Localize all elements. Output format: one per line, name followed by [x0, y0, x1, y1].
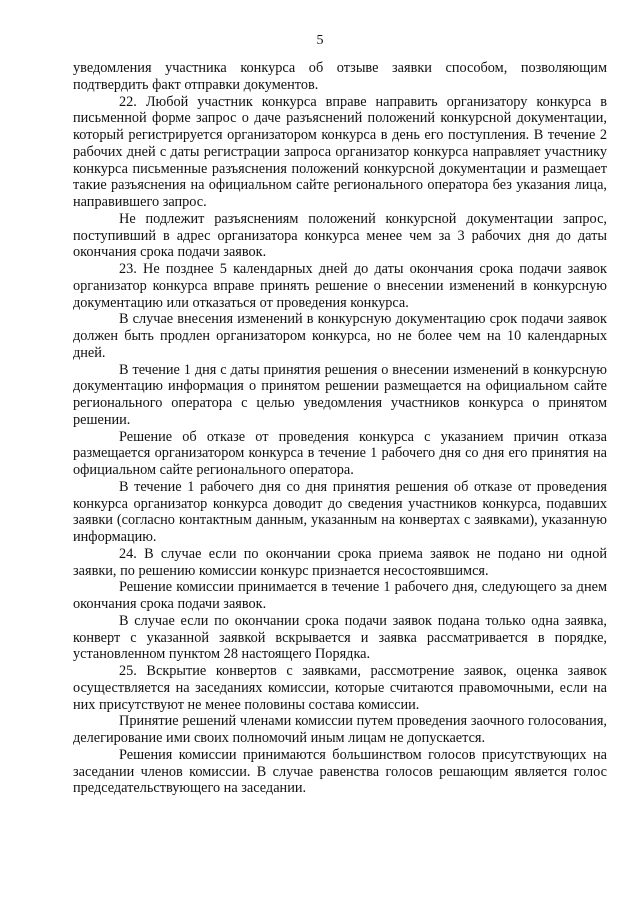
page-number: 5: [316, 33, 324, 48]
paragraph: 22. Любой участник конкурса вправе направить организатору конкурса в письменной форме запрос о даче разъяснений положений конкурсной документации, который регистрируется организатором конкурса в день его поступления. В течение 2 рабочих дней с даты регистрации запроса организатор конкурса направляет участнику конкурса письменные разъяснения положений конкурсной документации и размещает такие разъяснения на официальном сайте регионального оператора без указания лица, направившего запрос.: [73, 93, 607, 210]
paragraph: Решение комиссии принимается в течение 1 рабочего дня, следующего за днем окончания срока подачи заявок.: [73, 579, 607, 612]
document-body: [73, 60, 607, 797]
paragraph: 23. Не позднее 5 календарных дней до даты окончания срока подачи заявок организатор конкурса вправе принять решение о внесении изменений в конкурсную документацию или отказаться от проведения конкурса.: [73, 261, 607, 311]
paragraph: В течение 1 дня с даты принятия решения о внесении изменений в конкурсную документацию информация о принятом решении размещается на официальном сайте регионального оператора с целью уведомления участников конкурса о принятом решении.: [73, 361, 607, 428]
paragraph: Решение об отказе от проведения конкурса с указанием причин отказа размещается организатором конкурса в течение 1 рабочего дня со дня его принятия на официальном сайте регионального оператора.: [73, 428, 607, 478]
paragraph: Принятие решений членами комиссии путем проведения заочного голосования, делегирование ими своих полномочий иным лицам не допускается.: [73, 713, 607, 746]
paragraph: В течение 1 рабочего дня со дня принятия решения об отказе от проведения конкурса организатор конкурса доводит до сведения участников конкурса, подавших заявки (согласно контактным данным, указанным на конвертах с заявками), указанную информацию.: [73, 478, 607, 545]
paragraph: Решения комиссии принимаются большинством голосов присутствующих на заседании членов комиссии. В случае равенства голосов решающим является голос председательствующего на заседании.: [73, 746, 607, 797]
paragraph: В случае внесения изменений в конкурсную документацию срок подачи заявок должен быть продлен организатором конкурса, но не более чем на 10 календарных дней.: [73, 311, 607, 361]
paragraph: Не подлежит разъяснениям положений конкурсной документации запрос, поступивший в адрес организатора конкурса менее чем за 3 рабочих дня до даты окончания срока подачи заявок.: [73, 210, 607, 261]
paragraph: 25. Вскрытие конвертов с заявками, рассмотрение заявок, оценка заявок осуществляется на заседаниях комиссии, которые считаются правомочными, если на них присутствуют не менее половины состава комиссии.: [73, 663, 607, 713]
paragraph: 24. В случае если по окончании срока приема заявок не подано ни одной заявки, по решению комиссии конкурс признается несостоявшимся.: [73, 545, 607, 579]
paragraph: уведомления участника конкурса об отзыве заявки способом, позволяющим подтвердить факт отправки документов.: [73, 60, 607, 93]
paragraph: В случае если по окончании срока подачи заявок подана только одна заявка, конверт с указанной заявкой вскрывается и заявка рассматривается в порядке, установленном пунктом 28 настоящего Порядка.: [73, 612, 607, 663]
